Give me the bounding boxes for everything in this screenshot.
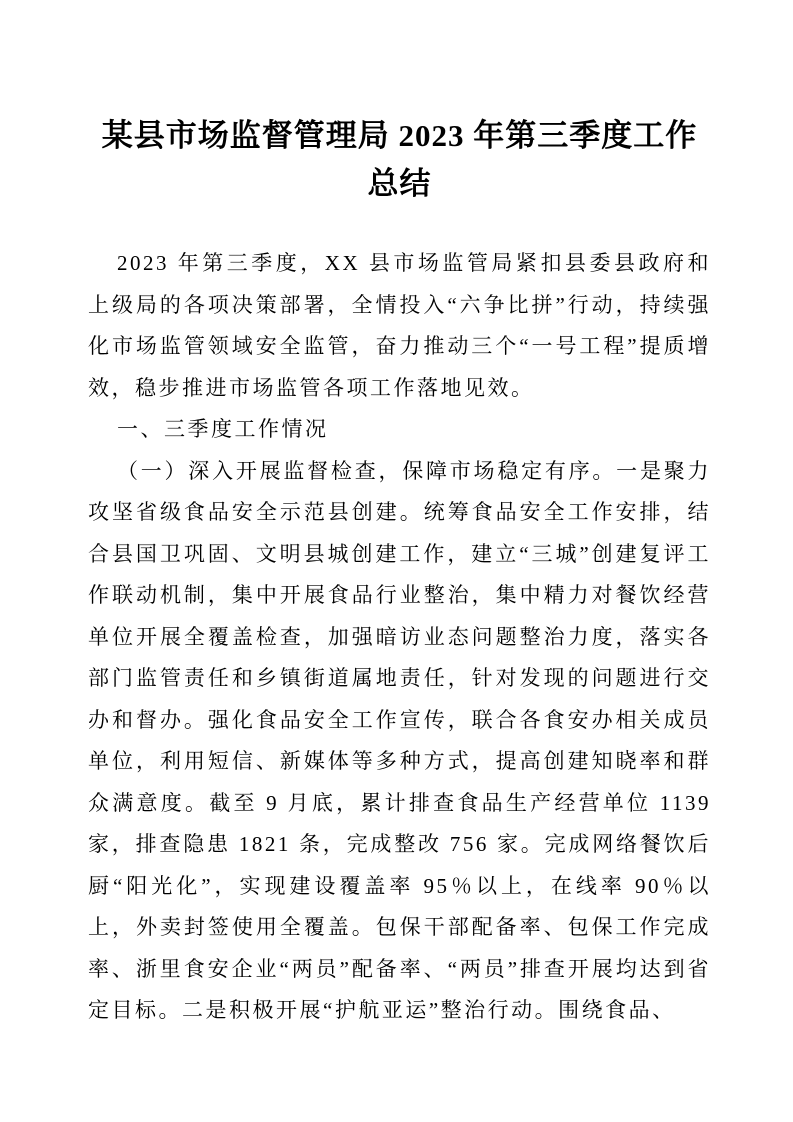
document-title: 某县市场监督管理局 2023 年第三季度工作总结	[101, 118, 698, 201]
paragraph-intro: 2023 年第三季度，XX 县市场监管局紧扣县委县政府和上级局的各项决策部署，全情投入“六争比拼”行动，持续强化市场监管领域安全监管，奋力推动三个“一号工程”提质增效，稳步推进市场监管各项工作落地见效。	[88, 251, 711, 400]
paragraph-section-1: （一）深入开展监督检查，保障市场稳定有序。一是聚力攻坚省级食品安全示范县创建。统筹食品安全工作安排，结合县国卫巩固、文明县城创建工作，建立“三城”创建复评工作联动机制，集中开展食品行业整治，集中精力对餐饮经营单位开展全覆盖检查，加强暗访业态问题整治力度，落实各部门监管责任和乡镇街道属地责任，针对发现的问题进行交办和督办。强化食品安全工作宣传，联合各食安办相关成员单位，利用短信、新媒体等多种方式，提高创建知晓率和群众满意度。截至 9 月底，累计排查食品生产经营单位 1139 家，排查隐患 1821 条，完成整改 756 家。完成网络餐饮后厨“阳光化”，实现建设覆盖率 95％以上，在线率 90％以上，外卖封签使用全覆盖。包保干部配备率、包保工作完成率、浙里食安企业“两员”配备率、“两员”排查开展均达到省定目标。二是积极开展“护航亚运”整治行动。围绕食品、	[88, 458, 711, 1022]
section-heading: 一、三季度工作情况	[117, 417, 329, 441]
